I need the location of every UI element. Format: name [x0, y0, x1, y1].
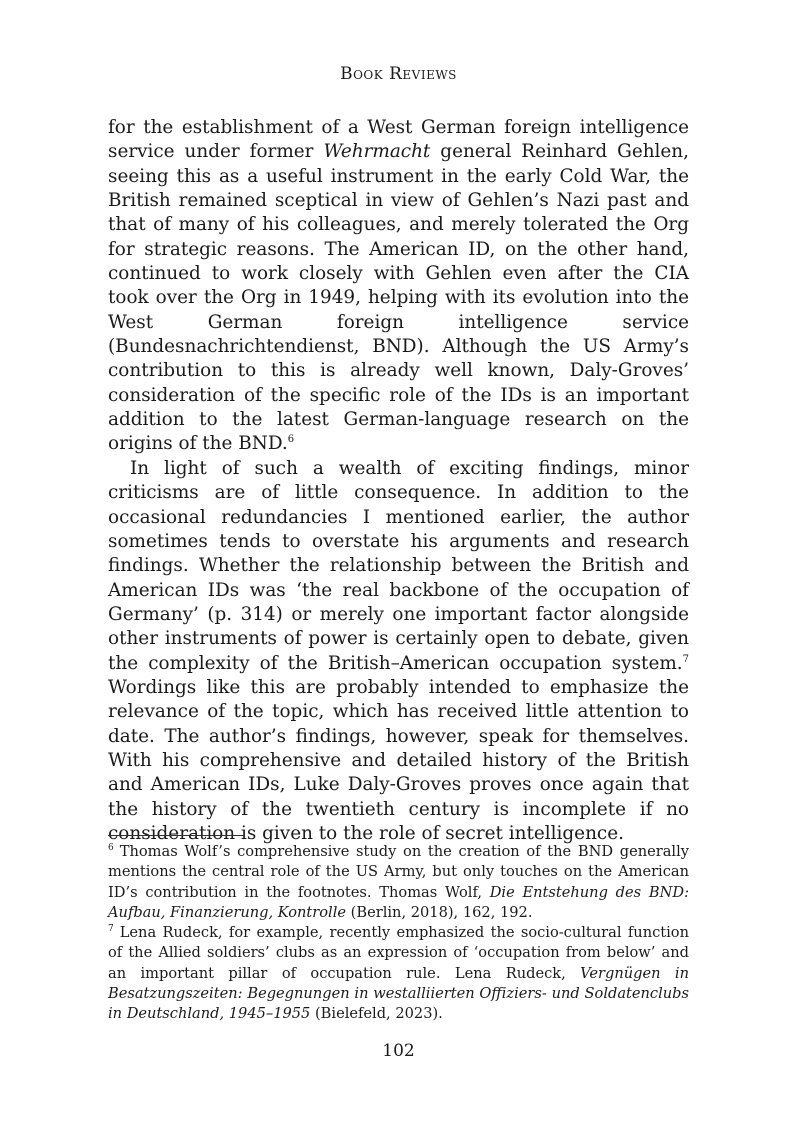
footnote-ref[interactable]: 6 — [287, 434, 295, 446]
footnote: $^7$ Lena Rudeck, for example, recently emphasized the socio-cultural function of the Allied soldiers’ clubs as an expression of ‘occupation from below’ and an important pillar of occupation rule. Lena Rudeck, Vergnügen in Besatzungszeiten: Begegnungen in westalliierten Offiziers- und Soldatenclubs in Deutschland, 1945–1955 (Bielefeld, 2023). — [108, 924, 689, 1023]
footnote: $^6$ Thomas Wolf’s comprehensive study on the creation of the BND generally mentions the central role of the US Army, but only touches on the American ID’s contribution in the footnotes. Thomas Wolf, Die Entstehung des BND: Aufbau, Finanzierung, Kontrolle (Berlin, 2018), 162, 192. — [108, 843, 689, 921]
paragraph: for the establishment of a West German foreign intelligence service under former Wehrmacht general Reinhard Gehlen, seeing this as a useful instrument in the early Cold War, the British remained sceptical in view of Gehlen’s Nazi past and that of many of his colleagues, and merely tolerated the Org for strategic reasons. The American ID, on the other hand, continued to work closely with Gehlen even after the CIA took over the Org in 1949, helping with its evolution into the West German foreign intelligence service (Bundesnachrichtendienst, BND). Although the US Army’s contribution to this is already well known, Daly-Groves’ consideration of the specific role of the IDs is an important addition to the latest German-language research on the origins of the BND.$^6$ — [108, 117, 689, 455]
footnotes — [108, 842, 689, 1025]
footnote-ref[interactable]: 7 — [682, 653, 689, 665]
footnote-number: 6 — [108, 843, 114, 853]
footnote-number: 7 — [108, 924, 114, 935]
paragraph: In light of such a wealth of exciting findings, minor criticisms are of little consequence. In addition to the occasional redundancies I mentioned earlier, the author sometimes tends to overstate his arguments and research findings. Whether the relationship between the British and American IDs was ‘the real backbone of the occupation of Germany’ (p. 314) or merely one important factor alongside other instruments of power is certainly open to debate, given the complexity of the British–American occupation system.$^7$ Wordings like this are probably intended to emphasize the relevance of the topic, which has received little attention to date. The author’s findings, however, speak for themselves. With his comprehensive and detailed history of the British and American IDs, Luke Daly-Groves proves once again that the history of the twentieth century is incomplete if no consideration is given to the role of secret intelligence. — [108, 457, 689, 844]
footnote-divider — [108, 835, 244, 836]
body-text — [108, 116, 689, 846]
emphasis: Wehrmacht — [323, 141, 431, 163]
book-title: Vergnügen in Besatzungszeiten: Begegnungen in westalliierten Offiziers- und Soldatenclubs in Deutschland, 1945–1955 — [108, 964, 689, 1023]
page-number: 102 — [382, 1041, 415, 1061]
book-title: Die Entstehung des BND: Aufbau, Finanzierung, Kontrolle — [108, 883, 689, 921]
running-head: Book Reviews — [340, 64, 457, 84]
